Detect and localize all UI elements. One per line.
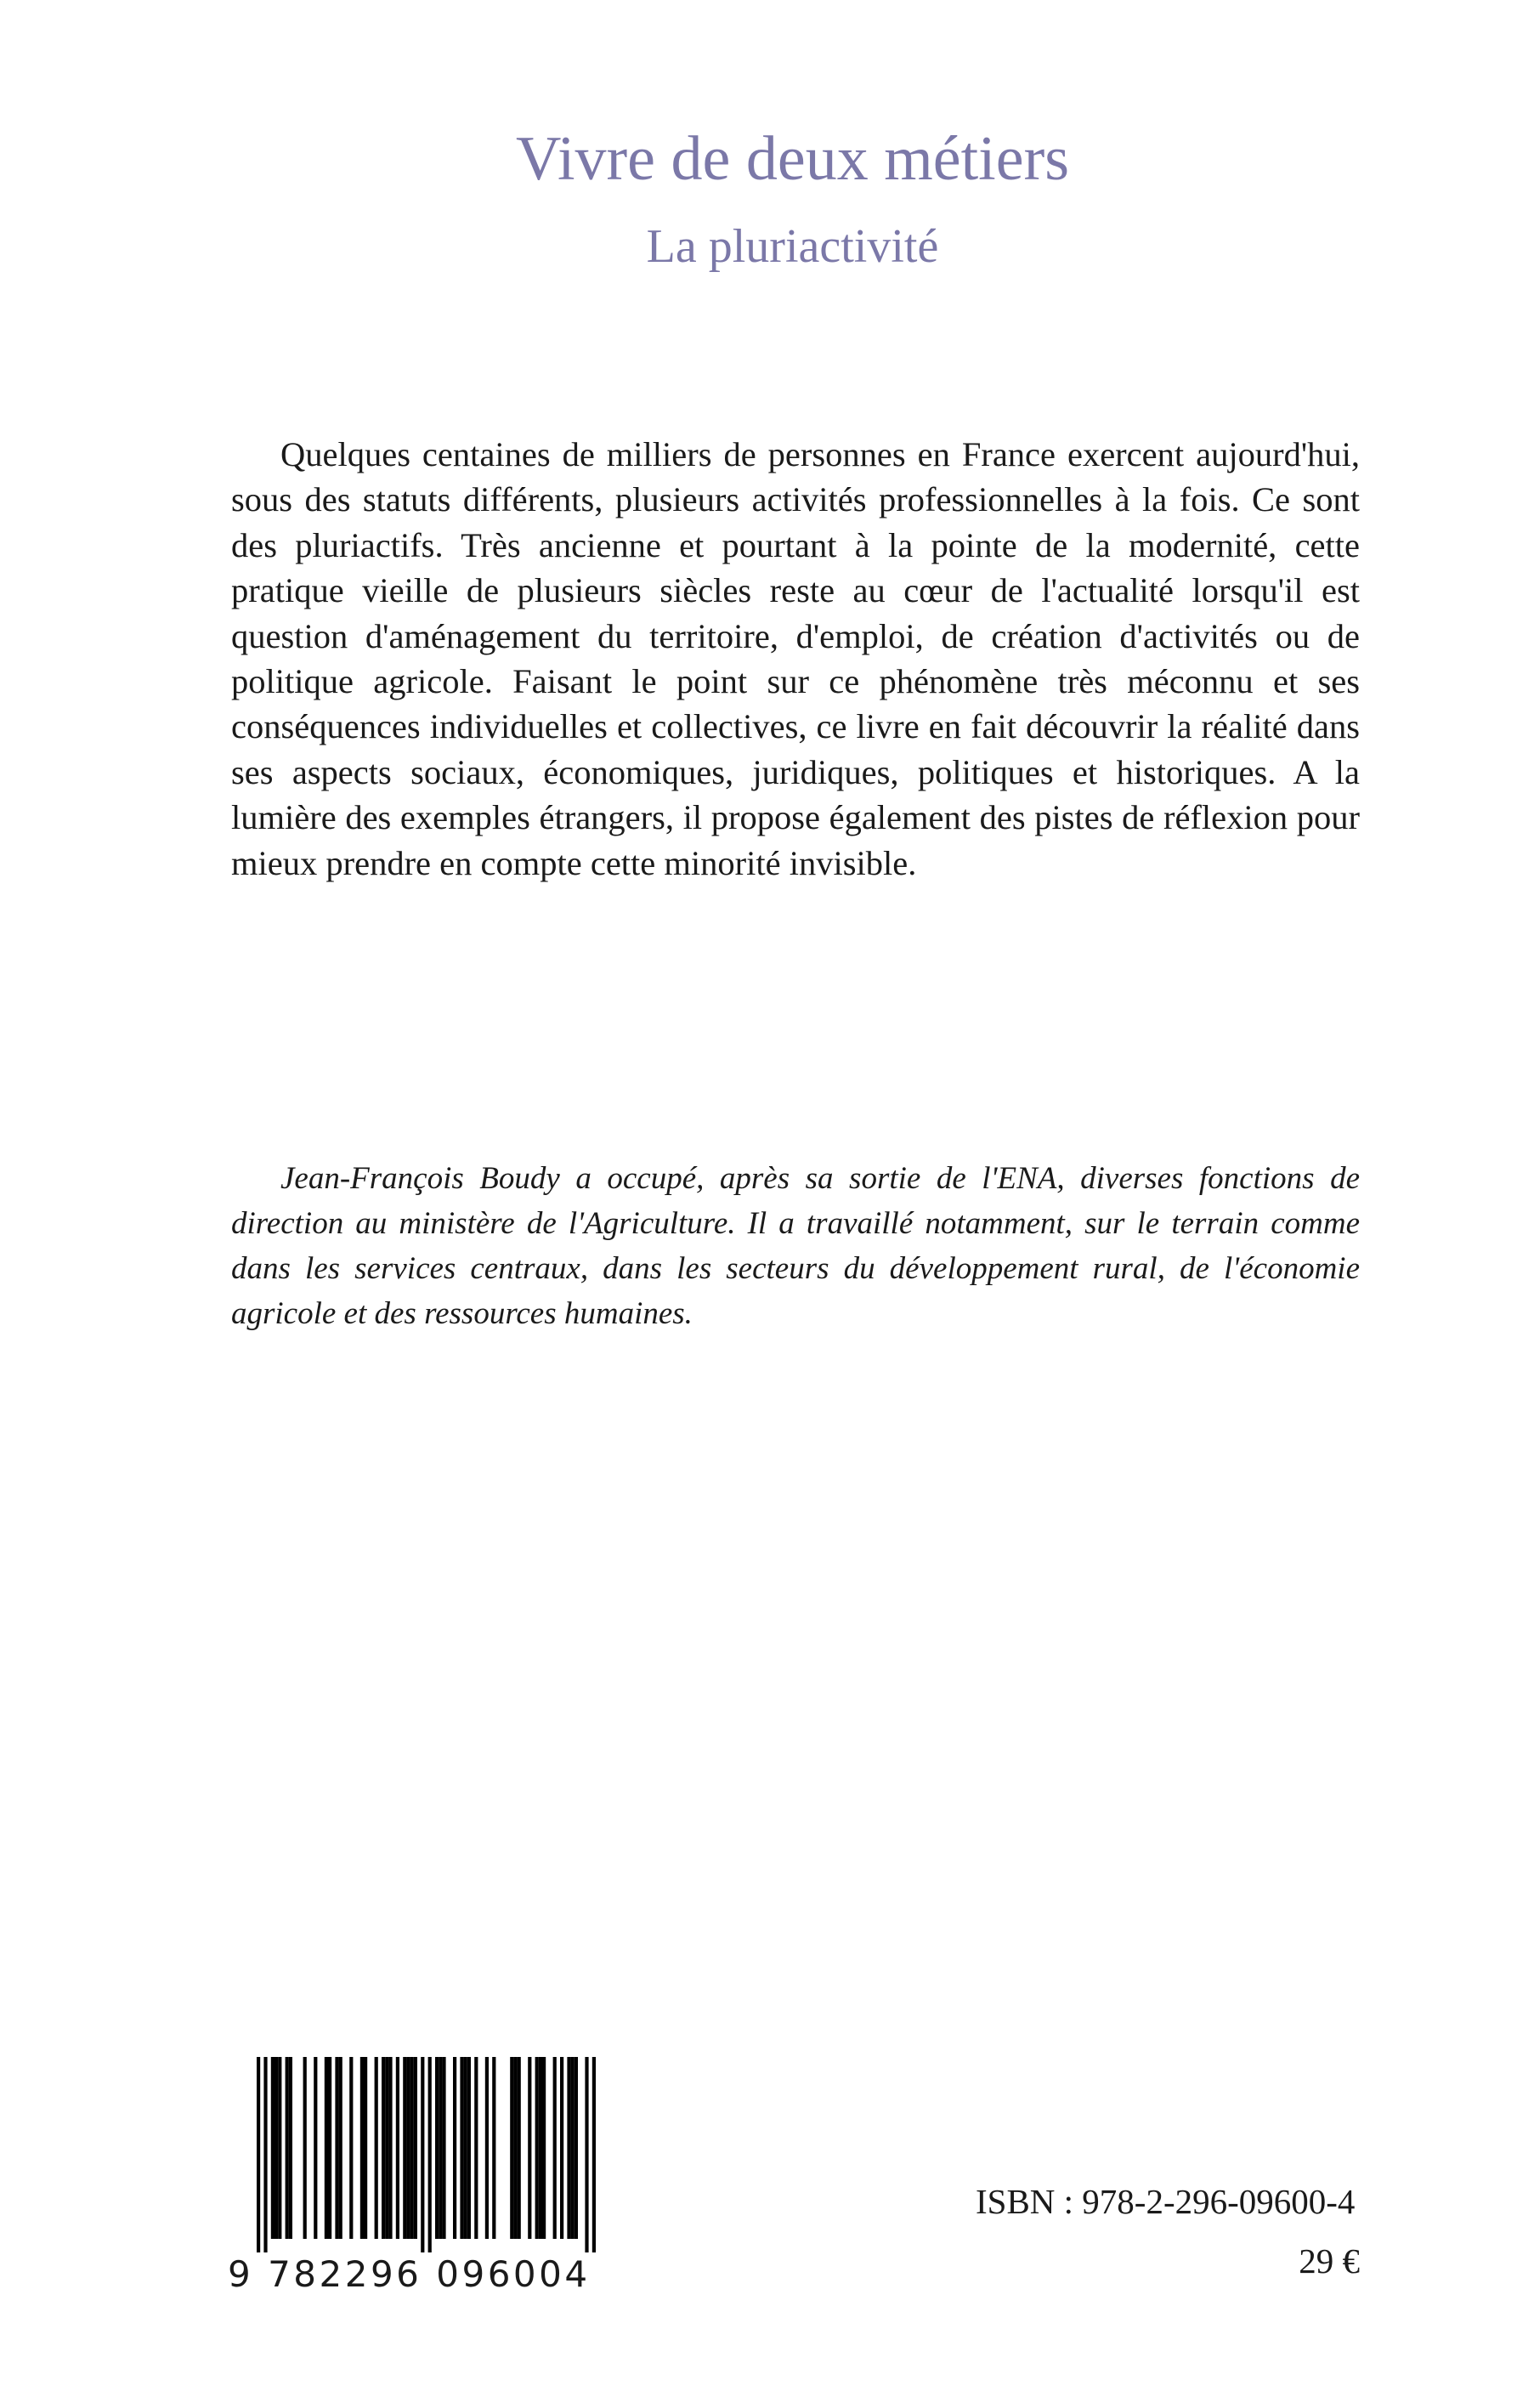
barcode-bar	[406, 2057, 410, 2239]
book-subtitle: La pluriactivité	[646, 220, 939, 273]
barcode-bar	[349, 2057, 353, 2239]
barcode-bar	[539, 2057, 542, 2239]
book-title: Vivre de deux métiers	[515, 124, 1070, 194]
barcode-bar	[410, 2057, 414, 2239]
author-bio: Jean-François Boudy a occupé, après sa sortie de l'ENA, diverses fonctions de direction au ministère de l'Agriculture. Il a travaillé notamment, sur le terrain comme dans les services centraux, dans les secteurs du développement rural, de l'économie agricole et des ressources humaines.	[231, 1161, 1360, 1331]
barcode-bar	[257, 2057, 260, 2252]
back-cover-blurb: Quelques centaines de milliers de personnes en France exercent aujourd'hui, sous des statuts différents, plusieurs activités professionnelles à la fois. Ce sont des pluriactifs. Très ancienne et pourtant à la pointe de la modernité, cette pratique vieille de plusieurs siècles reste au cœur de l'actualité lorsqu'il est question d'aménagement du territoire, d'emploi, de création d'activités ou de politique agricole. Faisant le point sur ce phénomène très méconnu et ses conséquences individuelles et collectives, ce livre en fait découvrir la réalité dans ses aspects sociaux, économiques, juridiques, politiques et historiques. A la lumière des exemples étrangers, il propose également des pistes de réflexion pour mieux prendre en compte cette minorité invisible.	[231, 435, 1360, 882]
barcode-bar	[286, 2057, 289, 2239]
barcode-bar	[492, 2057, 495, 2239]
barcode-bar	[382, 2057, 385, 2239]
barcode-bar	[474, 2057, 478, 2239]
barcode-bar	[275, 2057, 278, 2239]
barcode-bar	[375, 2057, 378, 2239]
barcode-bar	[314, 2057, 317, 2239]
barcode-bar	[263, 2057, 267, 2252]
barcode-bar	[510, 2057, 513, 2239]
barcode-bar	[553, 2057, 557, 2239]
barcode-digits: 9 782296 096004	[228, 2253, 591, 2295]
barcode-bar	[460, 2057, 463, 2239]
price-label: 29 €	[1299, 2241, 1360, 2281]
barcode-bar	[435, 2057, 439, 2239]
barcode-bar	[414, 2057, 417, 2239]
barcode-bar	[364, 2057, 367, 2239]
barcode-bar	[428, 2057, 432, 2252]
barcode-bar	[278, 2057, 281, 2239]
barcode-bar	[571, 2057, 575, 2239]
barcode	[228, 2057, 600, 2252]
barcode-bar	[271, 2057, 275, 2239]
barcode-bar	[289, 2057, 292, 2239]
barcode-bar	[528, 2057, 531, 2239]
barcode-bar	[453, 2057, 456, 2239]
barcode-bar	[439, 2057, 442, 2239]
barcode-bar	[328, 2057, 331, 2239]
barcode-bar	[575, 2057, 578, 2239]
barcode-bar	[592, 2057, 596, 2252]
barcode-bar	[385, 2057, 388, 2239]
barcode-bar	[388, 2057, 392, 2239]
barcode-bars	[228, 2057, 600, 2252]
barcode-bar	[467, 2057, 471, 2239]
barcode-bar	[325, 2057, 328, 2239]
barcode-bar	[360, 2057, 364, 2239]
barcode-bar	[303, 2057, 307, 2239]
barcode-bar	[485, 2057, 489, 2239]
barcode-bar	[403, 2057, 406, 2239]
barcode-bar	[560, 2057, 563, 2239]
barcode-bar	[542, 2057, 546, 2239]
barcode-bar	[335, 2057, 338, 2239]
barcode-bar	[567, 2057, 570, 2239]
barcode-bar	[339, 2057, 342, 2239]
barcode-bar	[513, 2057, 517, 2239]
barcode-bar	[535, 2057, 539, 2239]
barcode-bar	[442, 2057, 445, 2239]
barcode-bar	[421, 2057, 424, 2252]
barcode-bar	[396, 2057, 399, 2239]
barcode-bar	[585, 2057, 588, 2252]
isbn-label: ISBN : 978-2-296-09600-4	[976, 2182, 1356, 2221]
barcode-bar	[464, 2057, 467, 2239]
barcode-bar	[518, 2057, 521, 2239]
